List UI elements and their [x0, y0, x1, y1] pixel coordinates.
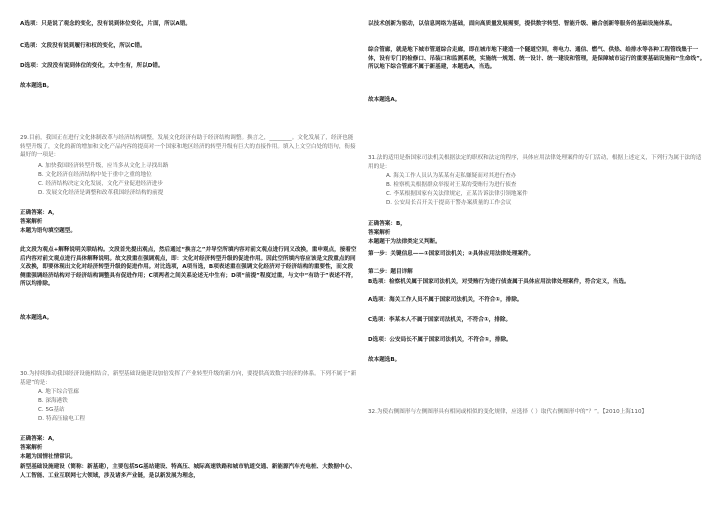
question-29-option-b: B. 文化经济在经济结构中处于重中之重的地位	[38, 172, 152, 178]
question-30-option-b: B. 深海港铁	[38, 398, 68, 404]
question-31-option-c-analysis: C选项：李某本人不属于国家司法机关，不符合①，排除。	[368, 317, 512, 323]
question-31-option-d-analysis: D选项：公安局长不属于国家司法机关，不符合①，排除。	[368, 337, 512, 343]
question-32-stem: 32.为使右侧图形与左侧图形具有相同或相似的变化规律，应选择（ ）取代右侧图形中的“？”。【2010上海110】	[368, 409, 648, 415]
question-30-correct-answer: 正确答案：A，	[20, 436, 58, 442]
question-31-option-a: A. 海关工作人员认为某某有走私嫌疑而对其进行查办	[386, 173, 517, 179]
option-a-analysis: A选项：只是说了观念的变化，没有说到体位变化，片面，所以A错。	[20, 21, 191, 27]
question-31-step-1: 第一步：关键信息——①国家司法机关；②具体应用法律处理案件。	[368, 251, 535, 257]
question-31-option-d: D. 公安局长召开关于提高干警办案质量的工作会议	[386, 200, 512, 206]
option-c-analysis: C选项：文段没有说到履行和权的变化，所以C错。	[20, 43, 146, 49]
question-29-analysis-label: 答案解析	[20, 219, 43, 225]
question-31-option-c: C. 李某根据国家有关法律规定，正某告诉法律引领地案件	[386, 191, 528, 197]
question-29-explanation: 此文段为观点+解释说明关联结构。文段首先提出观点，然后通过“换言之”并导空所填内容对前文观点进行同义改换，重申观点，接着空后内容对前文观点进行具体解释说明。故文段重在强调观点，即：文化对经济转型升级的促进作用。因此空所填内容应该是文段重点的同义改换，即要体现出文化对经济转型升级的促进作用。对比选项，A项当选，B项表述重在强调文化经济对于经济结构的重要性，而文段侧重强调经济结构对于经济结构调整具有促进作用；C项两者之间关系论述无中生有；D项“前提”程度过重，与文中“有助于”表述不符，所以均排除。	[20, 247, 357, 288]
question-29-option-c: C. 经济结构决定文化发展，文化产业促进经济进步	[38, 181, 163, 187]
question-31-option-b-analysis: B选项：检察机关属于国家司法机关，对受贿行为进行侦查属于具体应用法律处理案件，符合定义，当选。	[368, 279, 630, 285]
answer-line: 故本题选B。	[20, 83, 53, 89]
question-31-focus: 本题题干为法律类定义判断。	[368, 239, 441, 245]
question-30-option-d: D. 特高压输电工程	[38, 416, 86, 422]
question-29-focus: 本题为语句填空题型。	[20, 228, 76, 234]
question-29-option-d: D. 发展文化经济是调整和改革我国经济结构的前提	[38, 190, 164, 196]
question-30-option-c: C. 5G基站	[38, 407, 65, 413]
question-30-continuation: 以技术创新为驱动，以信息网络为基础，面向高质量发展需要，提供数字转型、智能升级、融合创新等服务的基础设施体系。	[368, 21, 676, 27]
question-30-explanation: 新型基础设施建设（简称：新基建），主要包括5G基站建设、特高压、城际高速铁路和城市轨道交通、新能源汽车充电桩、大数据中心、人工智能、工业互联网七大领域，涉及诸多产业链，是以新发展为理念，	[20, 464, 356, 479]
question-30-option-a: A. 地下综合管廊	[38, 389, 79, 395]
question-31-option-a-analysis: A选项：海关工作人员不属于国家司法机关，不符合①，排除。	[368, 297, 523, 303]
question-31-answer-line: 故本题选B。	[368, 357, 401, 363]
option-d-analysis: D选项：文段没有说到体位的变化，太中生有，所以D错。	[20, 63, 164, 69]
question-30-answer-line: 故本题选A。	[368, 97, 401, 103]
question-29-stem: 29.目前，我国正在进行文化体制改革与经济结构调整，发展文化经济有助于经济结构调整。换言之，________。文化发展了，经济也能转型升级了，文化的新的增加和文化产品内容的提高对一个国家和地区经济的转型升级有巨大的直接作用。填入上文空白处的语句，衔接最好的一项是：	[20, 135, 356, 159]
question-30-focus: 本题为国情社情常识。	[20, 454, 76, 460]
question-29-correct-answer: 正确答案：A，	[20, 210, 58, 216]
question-31-correct-answer: 正确答案：B，	[368, 221, 406, 227]
question-31-step-2-title: 第二步：题目详解	[368, 269, 413, 275]
question-30-option-analysis: 综合管廊，就是地下城市管道综合走廊，即在城市地下建造一个隧道空间，将电力、通信、燃气、供热、给排水等各种工程管线集于一体，设有专门的检修口、吊装口和监测系统，实施统一规划、统一设计、统一建设和管理，是保障城市运行的重要基础设施和“生命线”。所以地下综合管廊不属于新基建，本题选A，当选。	[368, 47, 706, 71]
question-31-analysis-label: 答案解析	[368, 230, 391, 236]
question-30-stem: 30.为持续推动我国经济设施相结合，新型基础设施建设加倍发挥了产业转型升级的新方向，要提供高效数字经济的体系。下列不属于“新基建”的是：	[20, 371, 357, 386]
question-29-option-a: A. 加快我国经济转型升级，应当多从文化上寻找出路	[38, 163, 169, 169]
question-31-option-b: B. 检察机关根据群众举报对王某的受贿行为进行侦查	[386, 182, 517, 188]
question-31-stem: 31.法的适用是指国家司法机关根据法定的职权和法定的程序，具体应用法律处理案件的专门活动，根据上述定义，下列行为属于法的适用的是：	[368, 155, 702, 170]
question-30-analysis-label: 答案解析	[20, 445, 43, 451]
question-29-answer-line: 故本题选A。	[20, 315, 53, 321]
